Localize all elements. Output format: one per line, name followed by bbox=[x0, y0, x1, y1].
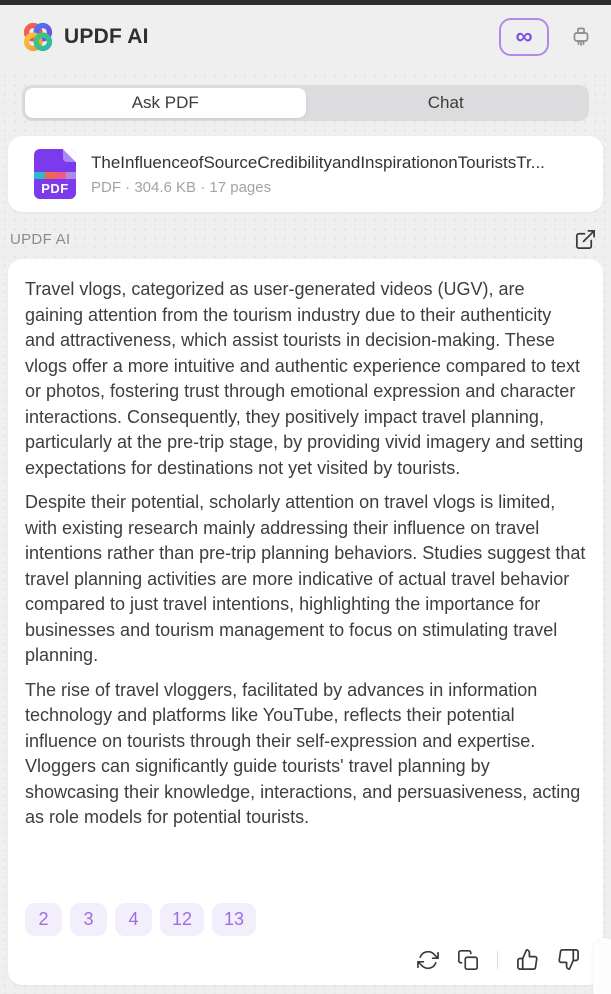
unlimited-plan-button[interactable] bbox=[499, 18, 549, 56]
page-ref-chip[interactable]: 3 bbox=[70, 903, 107, 936]
page-ref-chip[interactable]: 2 bbox=[25, 903, 62, 936]
regenerate-icon bbox=[417, 949, 439, 971]
page-reference-chips bbox=[25, 903, 586, 936]
tab-ask-pdf[interactable]: Ask PDF bbox=[25, 88, 306, 118]
clear-chat-button[interactable] bbox=[569, 25, 593, 49]
message-body bbox=[25, 277, 586, 895]
thumbs-up-button[interactable] bbox=[516, 948, 539, 971]
infinity-icon: ∞ bbox=[515, 23, 533, 50]
mode-tabs bbox=[22, 85, 589, 121]
message-sender-row bbox=[10, 228, 597, 251]
page-ref-chip[interactable]: 13 bbox=[212, 903, 256, 936]
tab-chat[interactable]: Chat bbox=[306, 88, 587, 118]
message-actions bbox=[25, 944, 586, 975]
file-title: TheInfluenceofSourceCredibilityandInspirationonTouristsTr... bbox=[91, 152, 545, 172]
thumbs-up-icon bbox=[516, 948, 539, 971]
page-ref-chip[interactable]: 12 bbox=[160, 903, 204, 936]
sender-label: UPDF AI bbox=[10, 231, 71, 248]
file-meta: PDF · 304.6 KB · 17 pages bbox=[91, 178, 272, 196]
header bbox=[0, 5, 611, 69]
brush-icon bbox=[569, 25, 593, 49]
ai-message-card bbox=[8, 259, 603, 985]
thumbs-down-icon bbox=[557, 948, 580, 971]
pdf-fold-corner bbox=[63, 149, 76, 162]
message-paragraph: Travel vlogs, categorized as user-generated videos (UGV), are gaining attention from the tourism industry due to their authenticity and attractiveness, which assist tourists in decision-making. These vlogs offer a more intuitive and authentic experience compared to text or photos, fostering trust through emotional expression and character interactions. Consequently, they positively impact travel planning, particularly at the pre-trip stage, by providing vivid imagery and setting expectations for destinations not yet visited by tourists. bbox=[25, 279, 584, 478]
copy-button[interactable] bbox=[457, 949, 479, 971]
scrollbar-thumb[interactable] bbox=[593, 938, 611, 994]
message-paragraph: Despite their potential, scholarly attention on travel vlogs is limited, with existing research mainly addressing their influence on travel intentions rather than pre-trip planning behaviors. Studies suggest that travel planning activities are more indicative of actual travel behavior compared to just travel intentions, highlighting the importance for businesses and tourism management to focus on stimulating travel planning. bbox=[25, 492, 586, 665]
actions-divider bbox=[497, 951, 498, 969]
pdf-badge-label: PDF bbox=[41, 181, 69, 196]
file-info bbox=[91, 153, 545, 196]
updf-logo-icon bbox=[22, 21, 54, 53]
open-in-window-button[interactable] bbox=[574, 228, 597, 251]
thumbs-down-button[interactable] bbox=[557, 948, 580, 971]
pdf-file-card[interactable] bbox=[8, 136, 603, 212]
pdf-rainbow-stripe bbox=[34, 172, 76, 179]
page-ref-chip[interactable]: 4 bbox=[115, 903, 152, 936]
message-paragraph: The rise of travel vloggers, facilitated by advances in information technology and platforms like YouTube, reflects their potential influence on tourists through their self-expression and expertise. Vloggers can significantly guide tourists' travel planning by showcasing their knowledge, interactions, and persuasiveness, acting as role models for potential tourists. bbox=[25, 679, 581, 827]
pdf-file-icon bbox=[34, 149, 76, 199]
regenerate-button[interactable] bbox=[417, 949, 439, 971]
copy-icon bbox=[457, 949, 479, 971]
external-link-icon bbox=[574, 228, 597, 251]
app-title: UPDF AI bbox=[64, 25, 149, 48]
